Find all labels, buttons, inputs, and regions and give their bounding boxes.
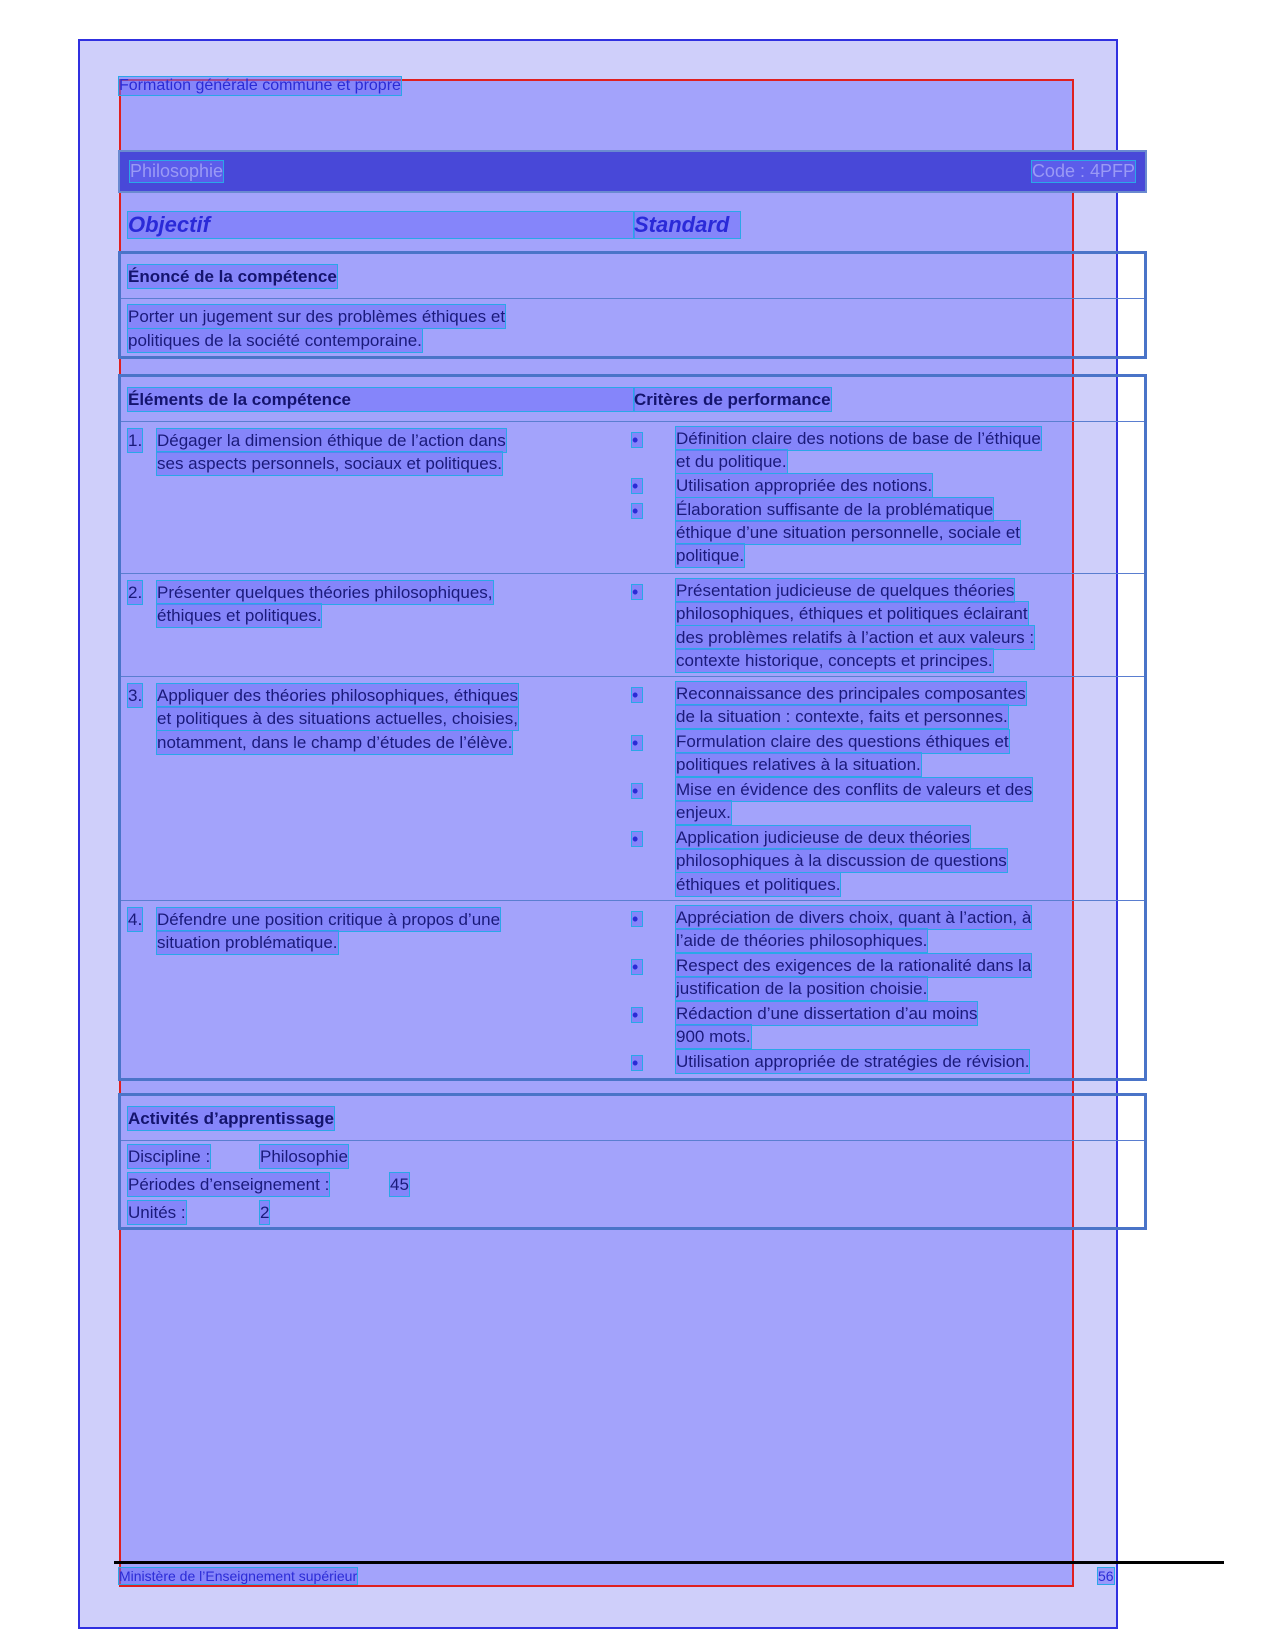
criterion-1-3-line-3: politique. [676,546,745,565]
element-3-line-3: notamment, dans le champ d’études de l’élève. [157,733,513,752]
criterion-3-3-line-1: Mise en évidence des conflits de valeurs et des [676,780,1033,799]
elements-divider [121,421,1144,422]
enonce-divider [121,298,1144,299]
elements-heading: Éléments de la compétence [128,388,634,411]
code-bar-code: Code : 4PFP [1031,161,1135,181]
criterion-bullet-icon: • [632,585,642,599]
element-4-line-2: situation problématique. [157,933,338,952]
criterion-4-2-line-2: justification de la position choisie. [676,979,928,998]
criterion-2-1-line-1: Présentation judicieuse de quelques théories [676,581,1015,600]
criterion-bullet-icon: • [632,479,642,493]
footer-ministry: Ministère de l’Enseignement supérieur [119,1568,358,1584]
element-4-line-1: Défendre une position critique à propos d’une [157,910,501,929]
enonce-line-2: politiques de la société contemporaine. [128,331,422,350]
element-1-line-2: ses aspects personnels, sociaux et politiques. [157,454,502,473]
criterion-1-1-line-1: Définition claire des notions de base de l’éthique [676,429,1041,448]
element-3-line-1: Appliquer des théories philosophiques, éthiques [157,686,519,705]
discipline-label: Discipline : [128,1147,211,1166]
footer-page-number: 56 [1098,1568,1114,1584]
criterion-4-2-line-1: Respect des exigences de la rationalité dans la [676,956,1032,975]
criterion-bullet-icon: • [632,433,642,447]
enonce-heading: Énoncé de la compétence [128,267,337,286]
objectif-heading: Objectif [128,212,634,238]
criterion-2-1-line-2: philosophiques, éthiques et politiques éclairant [676,604,1028,623]
element-2-line-1: Présenter quelques théories philosophiques, [157,583,493,602]
criterion-4-3-line-2: 900 mots. [676,1027,751,1046]
periodes-value: 45 [390,1175,409,1194]
element-3-line-2: et politiques à des situations actuelles, choisies, [157,709,518,728]
criterion-2-1-line-4: contexte historique, concepts et principes. [676,651,993,670]
row-divider-2 [121,676,1144,677]
criterion-3-4-line-3: éthiques et politiques. [676,875,841,894]
code-bar-subject: Philosophie [130,161,224,181]
code-bar [118,150,1147,193]
criteria-heading: Critères de performance [634,390,831,409]
criterion-3-3-line-2: enjeux. [676,803,731,822]
unites-value: 2 [260,1203,270,1222]
criterion-1-3-line-1: Élaboration suffisante de la problématique [676,500,994,519]
criterion-1-3-line-2: éthique d’une situation personnelle, sociale et [676,523,1021,542]
criterion-bullet-icon: • [632,832,642,846]
element-2-line-2: éthiques et politiques. [157,606,322,625]
criterion-4-1-line-1: Appréciation de divers choix, quant à l’action, à [676,908,1032,927]
criterion-1-1-line-2: et du politique. [676,452,787,471]
header-top-line: Formation générale commune et propre [119,77,401,94]
criterion-3-4-line-2: philosophiques à la discussion de questions [676,851,1007,870]
periodes-label: Périodes d’enseignement : [128,1175,330,1194]
criterion-bullet-icon: • [632,688,642,702]
footer-rule [114,1561,1224,1564]
row-divider-1 [121,573,1144,574]
element-1-line-1: Dégager la dimension éthique de l’action dans [157,431,506,450]
criterion-3-2-line-2: politiques relatives à la situation. [676,755,921,774]
activites-divider [121,1140,1144,1141]
criterion-bullet-icon: • [632,736,642,750]
criterion-1-2-line-1: Utilisation appropriée des notions. [676,476,933,495]
criterion-4-4-line-1: Utilisation appropriée de stratégies de révision. [676,1052,1030,1071]
element-2-number: 2. [128,583,143,602]
criterion-3-1-line-1: Reconnaissance des principales composantes [676,684,1026,703]
criterion-bullet-icon: • [632,784,642,798]
standard-heading: Standard [634,212,740,238]
discipline-value: Philosophie [260,1147,348,1166]
criterion-bullet-icon: • [632,504,642,518]
element-4-number: 4. [128,910,143,929]
criterion-bullet-icon: • [632,1008,642,1022]
activites-heading: Activités d’apprentissage [128,1109,334,1128]
row-divider-3 [121,900,1144,901]
criterion-4-3-line-1: Rédaction d’une dissertation d’au moins [676,1004,978,1023]
criterion-3-2-line-1: Formulation claire des questions éthiques et [676,732,1009,751]
element-1-number: 1. [128,431,143,450]
criterion-3-4-line-1: Application judicieuse de deux théories [676,828,970,847]
criterion-2-1-line-3: des problèmes relatifs à l’action et aux valeurs : [676,628,1035,647]
unites-label: Unités : [128,1203,186,1222]
element-3-number: 3. [128,686,143,705]
criterion-bullet-icon: • [632,1056,642,1070]
criterion-bullet-icon: • [632,960,642,974]
criterion-4-1-line-2: l’aide de théories philosophiques. [676,931,928,950]
criterion-bullet-icon: • [632,912,642,926]
criterion-3-1-line-2: de la situation : contexte, faits et personnes. [676,707,1008,726]
enonce-line-1: Porter un jugement sur des problèmes éthiques et [128,307,506,326]
